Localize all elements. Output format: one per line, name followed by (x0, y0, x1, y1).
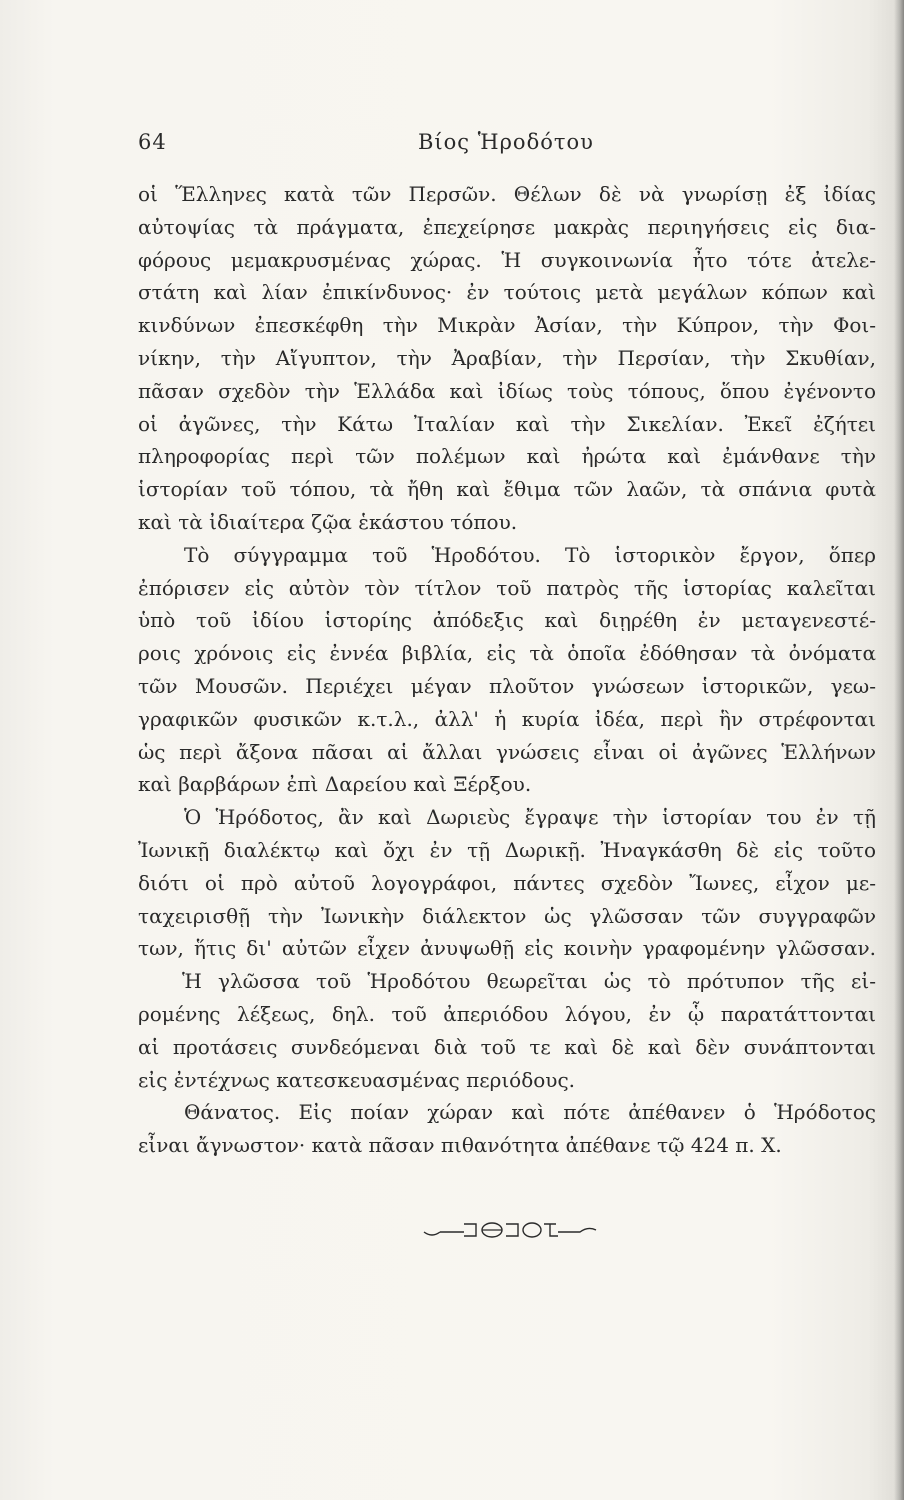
ornament-divider (420, 1218, 600, 1242)
text-line: καὶ βαρβάρων ἐπὶ Δαρείου καὶ Ξέρξου. (138, 772, 532, 797)
text-line: στάτη καὶ λίαν ἐπικίνδυνος· ἐν τούτοις μετὰ μεγάλων κόπων καὶ (138, 280, 876, 305)
text-line: πληροφορίας περὶ τῶν πολέμων καὶ ἠρώτα καὶ ἐμάνθανε τὴν (138, 444, 876, 469)
text-line: εἰς ἐντέχνως κατεσκευασμένας περιόδους. (138, 1067, 576, 1092)
text-line: ρομένης λέξεως, δηλ. τοῦ ἀπεριόδου λόγου, ἐν ᾧ παρατάττονται (138, 1001, 876, 1026)
text-line: τῶν Μουσῶν. Περιέχει μέγαν πλοῦτον γνώσεων ἱστορικῶν, γεω- (138, 673, 876, 698)
running-title: Βίος Ἡροδότου (418, 130, 594, 154)
text-line: οἱ ἀγῶνες, τὴν Κάτω Ἰταλίαν καὶ τὴν Σικελίαν. Ἐκεῖ ἐζήτει (138, 411, 876, 436)
page-header (138, 130, 876, 164)
text-line: ὡς περὶ ἄξονα πᾶσαι αἱ ἄλλαι γνώσεις εἶναι οἱ ἀγῶνες Ἑλλήνων (138, 739, 876, 764)
text-line: γραφικῶν φυσικῶν κ.τ.λ., ἀλλ' ἡ κυρία ἰδέα, περὶ ἣν στρέφονται (138, 706, 876, 731)
text-line: Ἰωνικῇ διαλέκτῳ καὶ ὄχι ἐν τῇ Δωρικῇ. Ἠναγκάσθη δὲ εἰς τοῦτο (138, 837, 876, 862)
paragraph-start-line: Ὁ Ἡρόδοτος, ἂν καὶ Δωριεὺς ἔγραψε τὴν ἱστορίαν του ἐν τῇ (184, 805, 876, 830)
section-heading-line: Τὸ σύγγραμμα τοῦ Ἡροδότου. Τὸ ἱστορικὸν ἔργον, ὅπερ (184, 542, 876, 567)
text-line: νίκην, τὴν Αἴγυπτον, τὴν Ἀραβίαν, τὴν Περσίαν, τὴν Σκυθίαν, (138, 345, 876, 370)
page-number: 64 (138, 130, 167, 154)
text-line: ροις χρόνοις εἰς ἐννέα βιβλία, εἰς τὰ ὁποῖα ἐδόθησαν τὰ ὀνόματα (138, 641, 876, 666)
text-line: αὐτοψίας τὰ πράγματα, ἐπεχείρησε μακρὰς περιηγήσεις εἰς δια- (138, 214, 876, 239)
text-line: διότι οἱ πρὸ αὐτοῦ λογογράφοι, πάντες σχεδὸν Ἴωνες, εἶχον με- (138, 870, 876, 895)
text-line: ταχειρισθῇ τὴν Ἰωνικὴν διάλεκτον ὡς γλῶσσαν τῶν συγγραφῶν (138, 903, 876, 928)
text-line: κινδύνων ἐπεσκέφθη τὴν Μικρὰν Ἀσίαν, τὴν Κύπρον, τὴν Φοι- (138, 313, 876, 338)
text-line: ἐπόρισεν εἰς αὐτὸν τὸν τίτλον τοῦ πατρὸς τῆς ἱστορίας καλεῖται (138, 575, 876, 600)
text-line: ὑπὸ τοῦ ἰδίου ἱστορίης ἀπόδεξις καὶ διῃρέθη ἐν μεταγενεστέ- (138, 608, 876, 633)
text-line: εἶναι ἄγνωστον· κατὰ πᾶσαν πιθανότητα ἀπέθανε τῷ 424 π. Χ. (138, 1133, 782, 1158)
paragraph-start-line: Ἡ γλῶσσα τοῦ Ἡροδότου θεωρεῖται ὡς τὸ πρότυπον τῆς εἰ- (182, 969, 876, 994)
page-edge-shadow (894, 0, 904, 1500)
text-line: αἱ προτάσεις συνδεόμεναι διὰ τοῦ τε καὶ δὲ καὶ δὲν συνάπτονται (138, 1034, 876, 1059)
section-heading-line: Θάνατος. Εἰς ποίαν χώραν καὶ πότε ἀπέθανεν ὁ Ἡρόδοτος (184, 1100, 876, 1125)
text-line: των, ἥτις δι' αὐτῶν εἶχεν ἀνυψωθῇ εἰς κοινὴν γραφομένην γλῶσσαν. (138, 936, 876, 961)
body-text (138, 178, 876, 1162)
text-line: ἱστορίαν τοῦ τόπου, τὰ ἤθη καὶ ἔθιμα τῶν λαῶν, τὰ σπάνια φυτὰ (138, 477, 876, 502)
text-line: πᾶσαν σχεδὸν τὴν Ἑλλάδα καὶ ἰδίως τοὺς τόπους, ὅπου ἐγένοντο (138, 378, 876, 403)
text-line: καὶ τὰ ἰδιαίτερα ζῷα ἑκάστου τόπου. (138, 509, 518, 534)
text-line: φόρους μεμακρυσμένας χώρας. Ἡ συγκοινωνία ἦτο τότε ἀτελε- (138, 247, 876, 272)
text-line: οἱ Ἕλληνες κατὰ τῶν Περσῶν. Θέλων δὲ νὰ γνωρίσῃ ἐξ ἰδίας (138, 182, 876, 206)
